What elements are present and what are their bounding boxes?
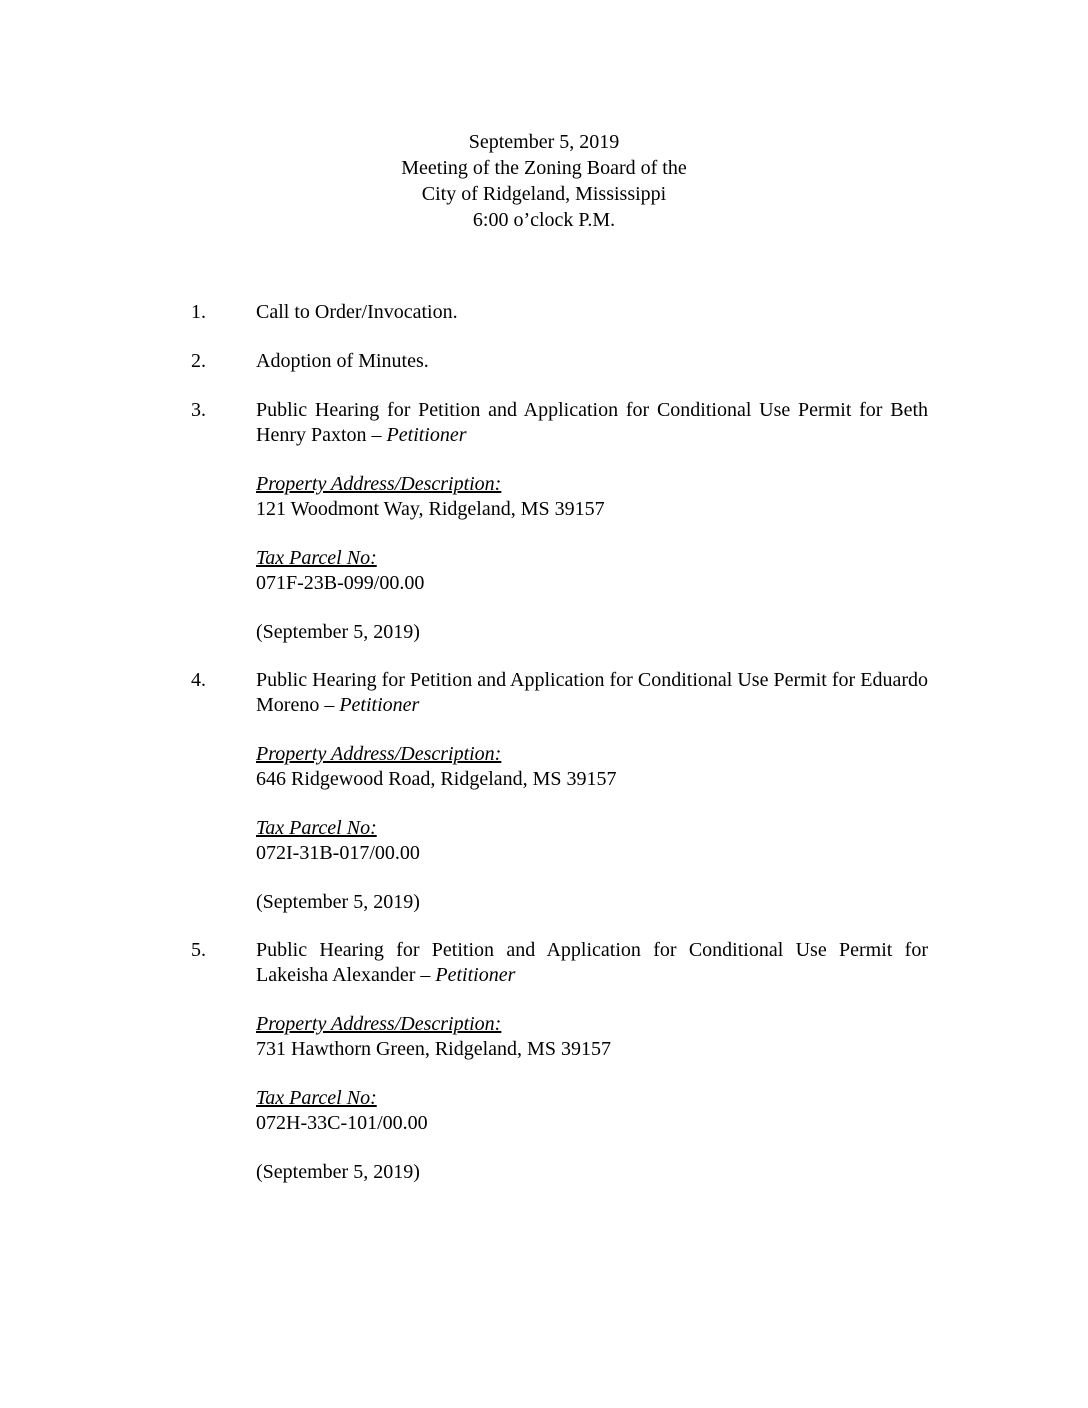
tax-parcel-block	[256, 1086, 928, 1136]
agenda-item-number: 1.	[191, 301, 206, 323]
meeting-date: September 5, 2019	[468, 131, 620, 153]
agenda-item-title	[256, 938, 928, 988]
agenda-item-body	[256, 938, 928, 1185]
hearing-date: (September 5, 2019)	[256, 891, 420, 913]
petitioner-role: Petitioner	[435, 964, 516, 986]
property-address: 731 Hawthorn Green, Ridgeland, MS 39157	[256, 1038, 611, 1060]
property-address-label: Property Address/Description:	[256, 1013, 502, 1035]
property-address-label: Property Address/Description:	[256, 473, 502, 495]
agenda-item-body	[256, 668, 928, 915]
agenda-item-number: 4.	[191, 669, 206, 691]
meeting-time: 6:00 o’clock P.M.	[472, 209, 616, 231]
agenda-item-body	[256, 398, 928, 645]
agenda-item-title	[256, 668, 928, 718]
property-address-block	[256, 472, 928, 522]
hearing-date: (September 5, 2019)	[256, 1161, 420, 1183]
agenda-item-text: Adoption of Minutes.	[256, 350, 429, 372]
agenda-item-number: 5.	[191, 939, 206, 961]
tax-parcel-number: 071F-23B-099/00.00	[256, 572, 425, 594]
tax-parcel-number: 072I-31B-017/00.00	[256, 842, 420, 864]
tax-parcel-block	[256, 816, 928, 866]
tax-parcel-label: Tax Parcel No:	[256, 547, 377, 569]
tax-parcel-label: Tax Parcel No:	[256, 1087, 377, 1109]
meeting-header	[0, 129, 1088, 233]
agenda-item-text: Call to Order/Invocation.	[256, 301, 458, 323]
meeting-title: Meeting of the Zoning Board of the	[401, 157, 687, 179]
property-address: 121 Woodmont Way, Ridgeland, MS 39157	[256, 498, 605, 520]
agenda-item-number: 3.	[191, 399, 206, 421]
meeting-city: City of Ridgeland, Mississippi	[421, 183, 667, 205]
tax-parcel-number: 072H-33C-101/00.00	[256, 1112, 428, 1134]
petitioner-role: Petitioner	[386, 424, 467, 446]
hearing-date: (September 5, 2019)	[256, 621, 420, 643]
property-address: 646 Ridgewood Road, Ridgeland, MS 39157	[256, 768, 617, 790]
property-address-block	[256, 742, 928, 792]
property-address-block	[256, 1012, 928, 1062]
petitioner-role: Petitioner	[339, 694, 420, 716]
tax-parcel-block	[256, 546, 928, 596]
hearing-description: Public Hearing for Petition and Application for Conditional Use Permit for Eduardo Moreno –	[256, 669, 928, 716]
hearing-description: Public Hearing for Petition and Application for Conditional Use Permit for Beth Henry Paxton –	[256, 399, 928, 446]
agenda-item-title	[256, 398, 928, 448]
tax-parcel-label: Tax Parcel No:	[256, 817, 377, 839]
agenda-item-number: 2.	[191, 350, 206, 372]
hearing-description: Public Hearing for Petition and Application for Conditional Use Permit for Lakeisha Alexander –	[256, 939, 928, 986]
property-address-label: Property Address/Description:	[256, 743, 502, 765]
